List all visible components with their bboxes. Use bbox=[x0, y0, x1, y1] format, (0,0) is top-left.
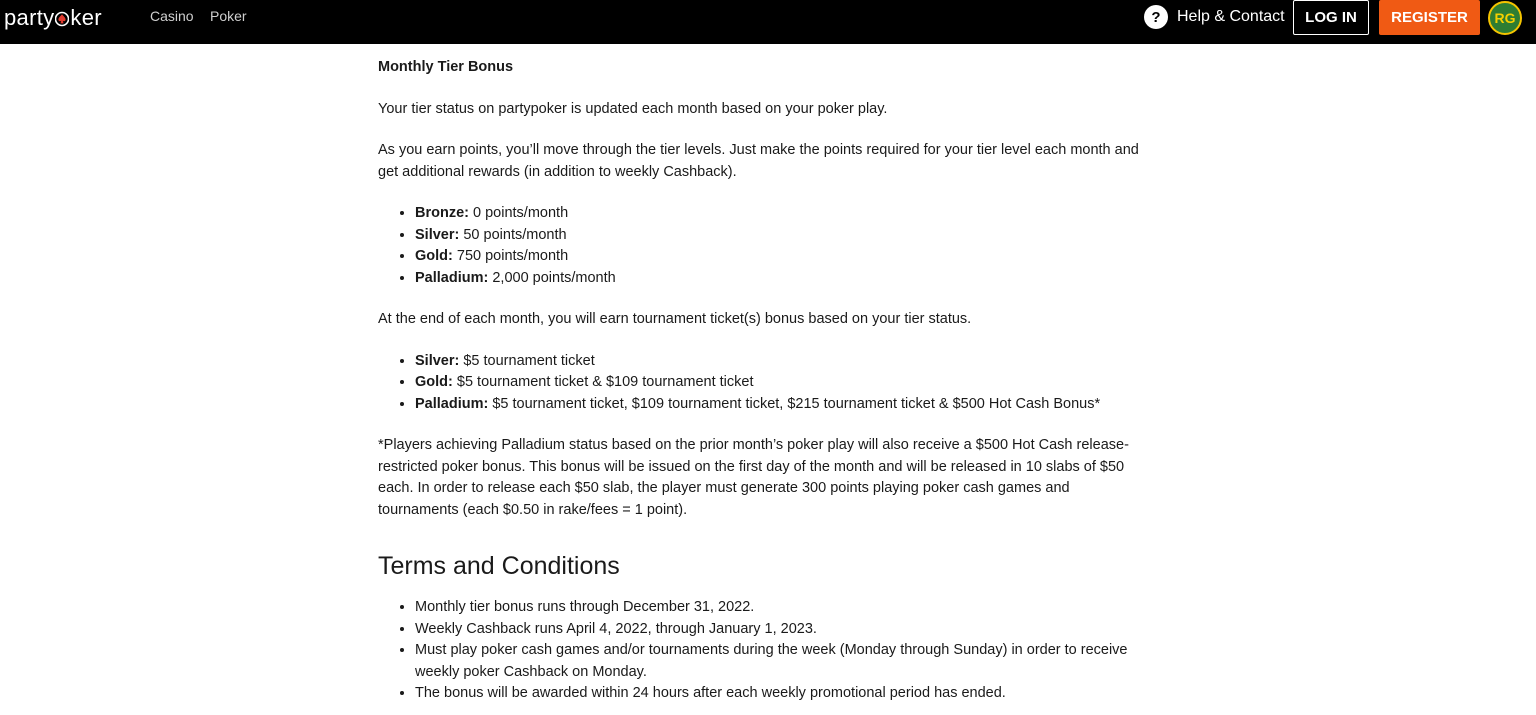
tier-list bbox=[378, 203, 1148, 289]
help-contact-link[interactable] bbox=[1144, 5, 1285, 29]
list-item bbox=[415, 225, 1148, 247]
palladium-footnote: *Players achieving Palladium status based on the prior month’s poker play will also receive a $500 Hot Cash release-restricted poker bonus. This bonus will be issued on the first day of the month and will be released in 10 slabs of $50 each. In order to release each $50 slab, the player must generate 300 points playing poker cash games and tournaments (each $0.50 in rake/fees = 1 point). bbox=[378, 437, 1129, 518]
tier-value: 2,000 points/month bbox=[488, 269, 616, 286]
end-month-paragraph: At the end of each month, you will earn tournament ticket(s) bonus based on your tier status. bbox=[378, 311, 972, 327]
tier-value: 0 points/month bbox=[468, 205, 569, 221]
list-item bbox=[415, 351, 1148, 373]
intro-paragraph: Your tier status on partypoker is updated each month based on your poker play. bbox=[378, 100, 888, 117]
top-navigation-bar bbox=[0, 0, 1536, 44]
help-contact-label: Help & Contact bbox=[1177, 8, 1285, 25]
tier-name: Palladium: bbox=[415, 269, 489, 286]
reward-tier: Gold: bbox=[415, 374, 453, 390]
rewards-list bbox=[378, 351, 1148, 416]
reward-tier: Silver: bbox=[415, 352, 460, 369]
list-item: • The bonus will be awarded within 24 hours after each weekly promotional period has ended. bbox=[415, 683, 1148, 705]
help-question-icon: ? bbox=[1144, 5, 1168, 29]
list-item: • Monthly tier bonus runs through December 31, 2022. bbox=[415, 597, 1148, 619]
tier-name: Bronze: bbox=[415, 205, 469, 221]
spade-icon bbox=[55, 11, 69, 27]
tier-value: 750 points/month bbox=[452, 248, 569, 264]
tier-name: Silver: bbox=[415, 226, 460, 243]
monthly-tier-heading: Monthly Tier Bonus bbox=[378, 59, 514, 75]
tier-name: Gold: bbox=[415, 248, 453, 264]
tier-value: 50 points/month bbox=[459, 226, 567, 243]
nav-poker-link[interactable]: Poker bbox=[210, 8, 247, 24]
reward-value: $5 tournament ticket bbox=[459, 352, 595, 369]
responsible-gaming-badge[interactable]: RG bbox=[1488, 1, 1522, 35]
list-item bbox=[415, 203, 1148, 225]
nav-casino-link[interactable]: Casino bbox=[150, 8, 194, 24]
register-button[interactable]: REGISTER bbox=[1379, 0, 1480, 35]
list-item: • Must play poker cash games and/or tournaments during the week (Monday through Sunday) in order to receive weekly poker Cashback on Monday. bbox=[415, 640, 1148, 683]
login-button[interactable]: LOG IN bbox=[1293, 0, 1369, 35]
list-item bbox=[415, 372, 1148, 394]
logo-text-left: party bbox=[4, 5, 55, 30]
reward-value: $5 tournament ticket, $109 tournament ticket, $215 tournament ticket & $500 Hot Cash Bonus* bbox=[488, 395, 1101, 412]
earn-paragraph: As you earn points, you’ll move through the tier levels. Just make the points required for your tier level each month and get additional rewards (in addition to weekly Cashback). bbox=[378, 142, 1139, 180]
promo-content bbox=[378, 57, 1148, 705]
list-item: • Weekly Cashback runs April 4, 2022, through January 1, 2023. bbox=[415, 619, 1148, 641]
logo-text-right: ker bbox=[70, 5, 102, 30]
terms-list bbox=[378, 597, 1148, 705]
list-item bbox=[415, 394, 1148, 416]
list-item bbox=[415, 246, 1148, 268]
partypoker-logo[interactable] bbox=[4, 4, 102, 32]
list-item bbox=[415, 268, 1148, 290]
reward-value: $5 tournament ticket & $109 tournament ticket bbox=[452, 374, 754, 390]
reward-tier: Palladium: bbox=[415, 395, 489, 412]
terms-title: Terms and Conditions bbox=[378, 552, 620, 580]
